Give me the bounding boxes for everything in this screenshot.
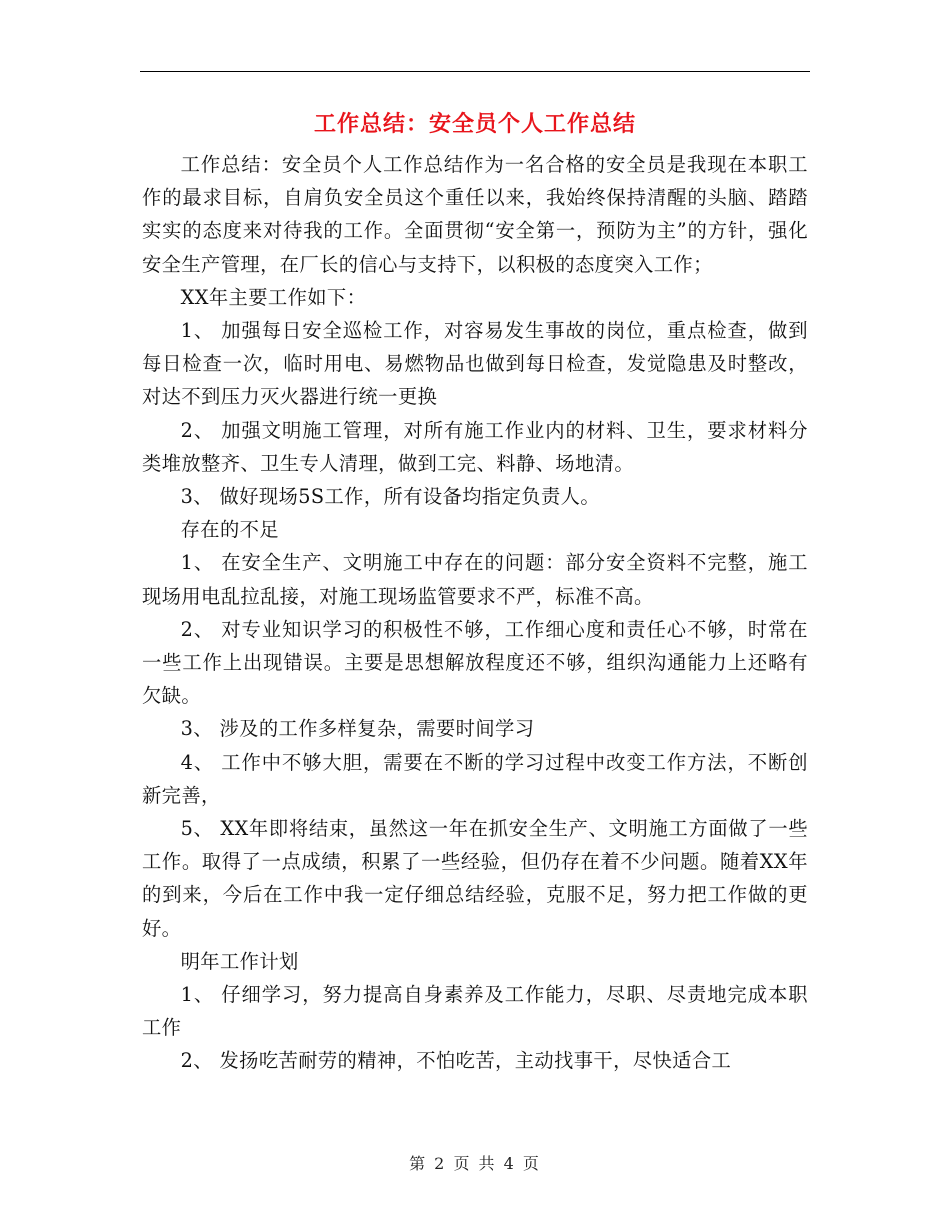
paragraph-shortcomings-heading: 存在的不足 — [180, 518, 279, 542]
paragraph-main-work-heading: XX年主要工作如下： — [180, 285, 367, 309]
page-number-footer: 第 2 页 共 4 页 — [409, 1154, 541, 1173]
paragraph-shortcoming-5: 5、 XX年即将结束，虽然这一年在抓安全生产、文明施工方面做了一些工作。取得了一点成绩，积累了一些经验，但仍存在着不少问题。随着XX年的到来，今后在工作中我一定仔细总结经验，克服不足，努力把工作做的更好。 — [142, 817, 808, 940]
paragraph-shortcoming-1: 1、 在安全生产、文明施工中存在的问题：部分安全资料不完整，施工现场用电乱拉乱接，对施工现场监管要求不严，标准不高。 — [142, 551, 808, 608]
paragraph-shortcoming-3: 3、 涉及的工作多样复杂，需要时间学习 — [180, 717, 535, 741]
paragraph-shortcoming-2: 2、 对专业知识学习的积极性不够，工作细心度和责任心不够，时常在一些工作上出现错误。主要是思想解放程度还不够，组织沟通能力上还略有欠缺。 — [142, 617, 808, 708]
paragraph-shortcoming-4: 4、 工作中不够大胆，需要在不断的学习过程中改变工作方法，不断创新完善， — [142, 750, 808, 807]
paragraph-plan-1: 1、 仔细学习，努力提高自身素养及工作能力，尽职、尽责地完成本职工作 — [142, 983, 808, 1040]
document-title: 工作总结：安全员个人工作总结 — [313, 112, 636, 137]
paragraph-plan-heading: 明年工作计划 — [180, 949, 299, 973]
paragraph-work-item-3: 3、 做好现场5S工作，所有设备均指定负责人。 — [180, 485, 601, 509]
paragraph-intro: 工作总结：安全员个人工作总结作为一名合格的安全员是我现在本职工作的最求目标，自肩负安全员这个重任以来，我始终保持清醒的头脑、踏踏实实的态度来对待我的工作。全面贯彻“安全第一，预防为主”的方针，强化安全生产管理，在厂长的信心与支持下，以积极的态度突入工作； — [142, 153, 808, 276]
paragraph-work-item-2: 2、 加强文明施工管理，对所有施工作业内的材料、卫生，要求材料分类堆放整齐、卫生专人清理，做到工完、料静、场地清。 — [142, 418, 808, 475]
paragraph-work-item-1: 1、 加强每日安全巡检工作，对容易发生事故的岗位，重点检查，做到每日检查一次，临时用电、易燃物品也做到每日检查，发觉隐患及时整改，对达不到压力灭火器进行统一更换 — [142, 319, 808, 409]
document-body — [142, 148, 808, 1078]
header-rule — [140, 71, 810, 72]
paragraph-plan-2: 2、 发扬吃苦耐劳的精神，不怕吃苦，主动找事干，尽快适合工 — [180, 1049, 732, 1073]
